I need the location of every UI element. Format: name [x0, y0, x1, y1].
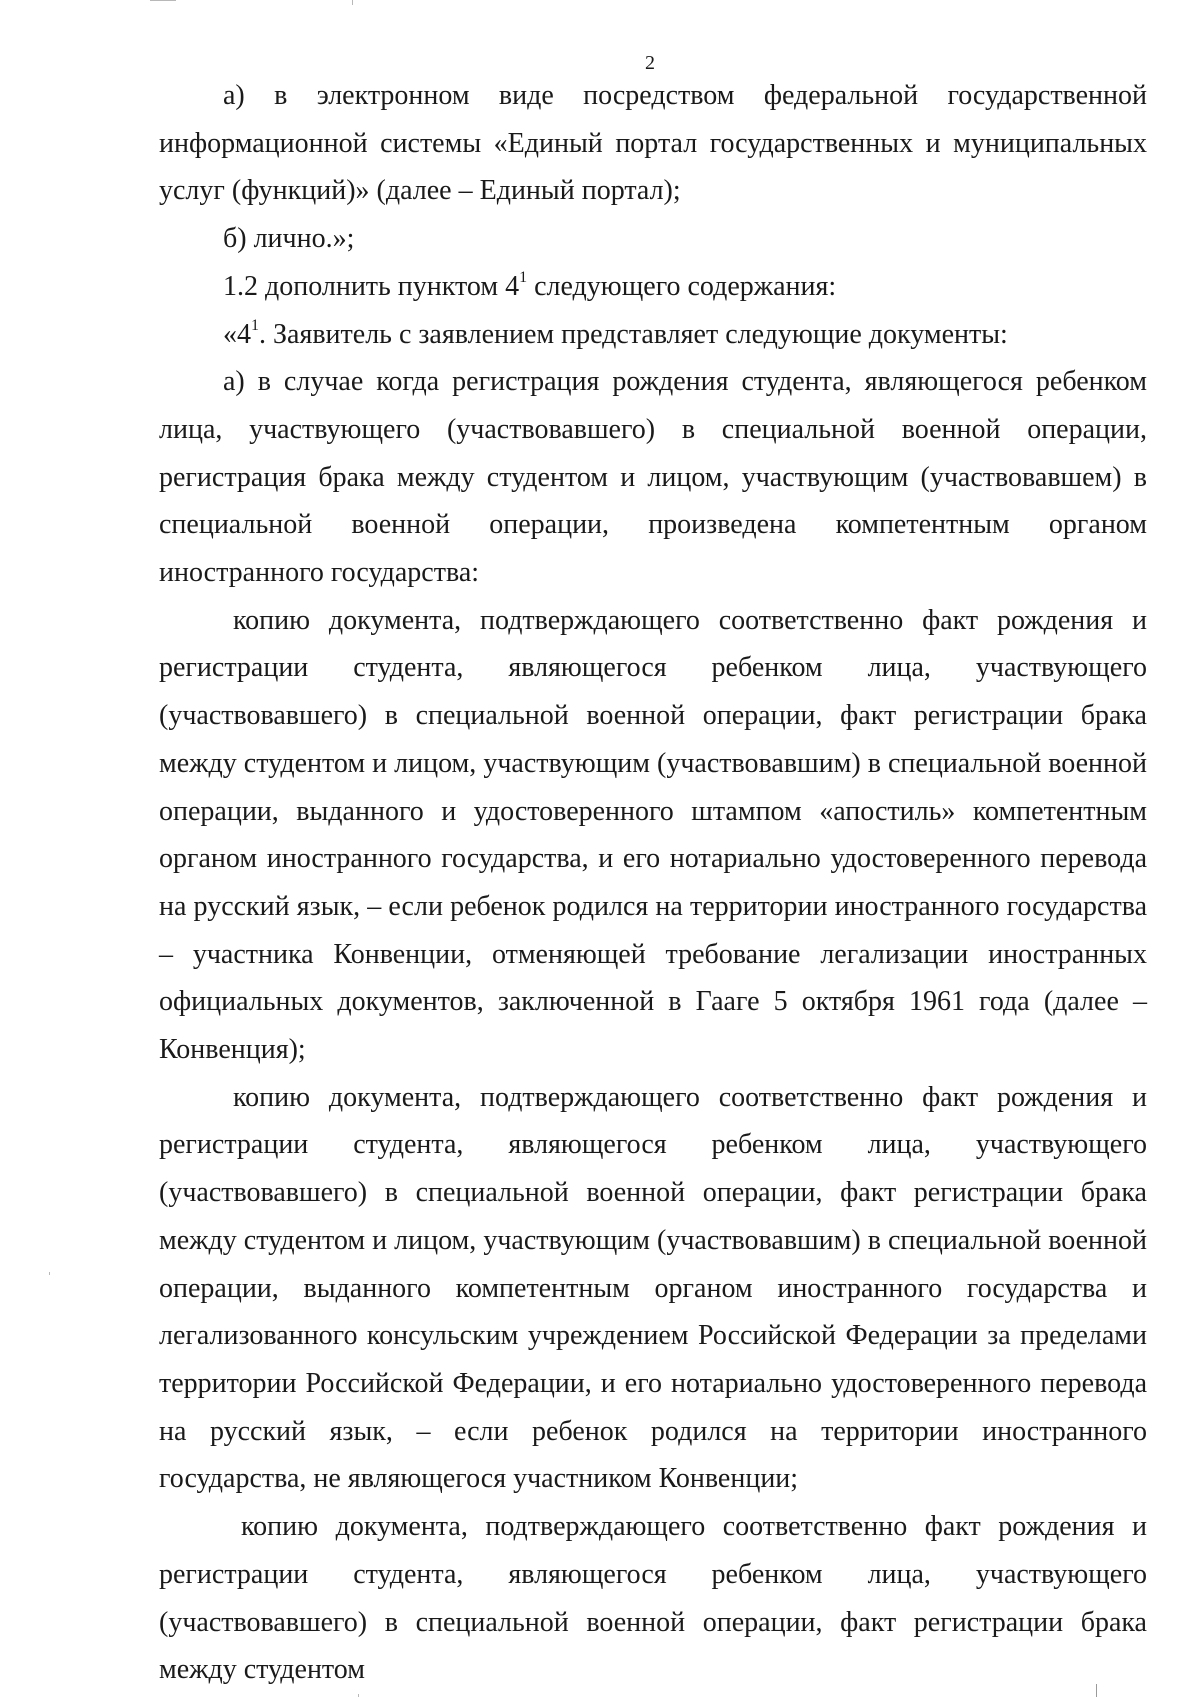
scan-artifact-top-left [150, 0, 176, 1]
document-body [159, 72, 1147, 1694]
paragraph-consular-legalization-copy: копию документа, подтверждающего соответственно факт рождения и регистрации студента, являющегося ребенком лица, участвующего (участвовавшего) в специальной военной операции, факт регистрации брака между студентом и лицом, участвующим (участвовавшим) в специальной военной операции, выданного компетентным органом иностранного государства и легализованного консульским учреждением Российской Федерации за пределами территории Российской Федерации, и его нотариально удостоверенного перевода на русский язык, – если ребенок родился на территории иностранного государства, не являющегося участником Конвенции; [159, 1081, 1147, 1495]
item-1-2-text-after: следующего содержания: [527, 270, 837, 302]
item-1-2-text-before: 1.2 дополнить пунктом 4 [223, 270, 520, 302]
paragraph-third-copy: копию документа, подтверждающего соответственно факт рождения и регистрации студента, являющегося ребенком лица, участвующего (участвовавшего) в специальной военной операции, факт регистрации брака между студентом [159, 1511, 1147, 1686]
item-4-1-text-before: «4 [223, 318, 251, 350]
page-number: 2 [645, 52, 655, 74]
item-4-1-superscript: 1 [251, 317, 259, 335]
paragraph-subitem-b-in-person: б) лично.»; [223, 223, 355, 255]
paragraph-item-1-2 [159, 263, 1147, 311]
paragraph-subitem-a-foreign-registration: а) в случае когда регистрация рождения студента, являющегося ребенком лица, участвующего (участвовавшего) в специальной военной операции, регистрация брака между студентом и лицом, участвующим (участвовавшем) в специальной военной операции, произведена компетентным органом иностранного государства: [159, 366, 1147, 589]
item-1-2-superscript: 1 [519, 269, 528, 287]
paragraph-subitem-a-electronic: а) в электронном виде посредством федеральной государственной информационной системы «Единый портал государственных и муниципальных услуг (функций)» (далее – Единый портал); [159, 80, 1147, 207]
scan-artifact-top-mark [352, 0, 353, 5]
scan-artifact-left-margin [49, 1272, 50, 1275]
paragraph-apostille-copy: копию документа, подтверждающего соответственно факт рождения и регистрации студента, являющегося ребенком лица, участвующего (участвовавшего) в специальной военной операции, факт регистрации брака между студентом и лицом, участвующим (участвовавшим) в специальной военной операции, выданного и удостоверенного штампом «апостиль» компетентным органом иностранного государства, и его нотариально удостоверенного перевода на русский язык, – если ребенок родился на территории иностранного государства – участника Конвенции, отменяющей требование легализации иностранных официальных документов, заключенной в Гааге 5 октября 1961 года (далее – Конвенция); [159, 604, 1147, 1066]
item-4-1-text-after: . Заявитель с заявлением представляет следующие документы: [259, 318, 1008, 350]
paragraph-item-4-1 [159, 311, 1147, 359]
